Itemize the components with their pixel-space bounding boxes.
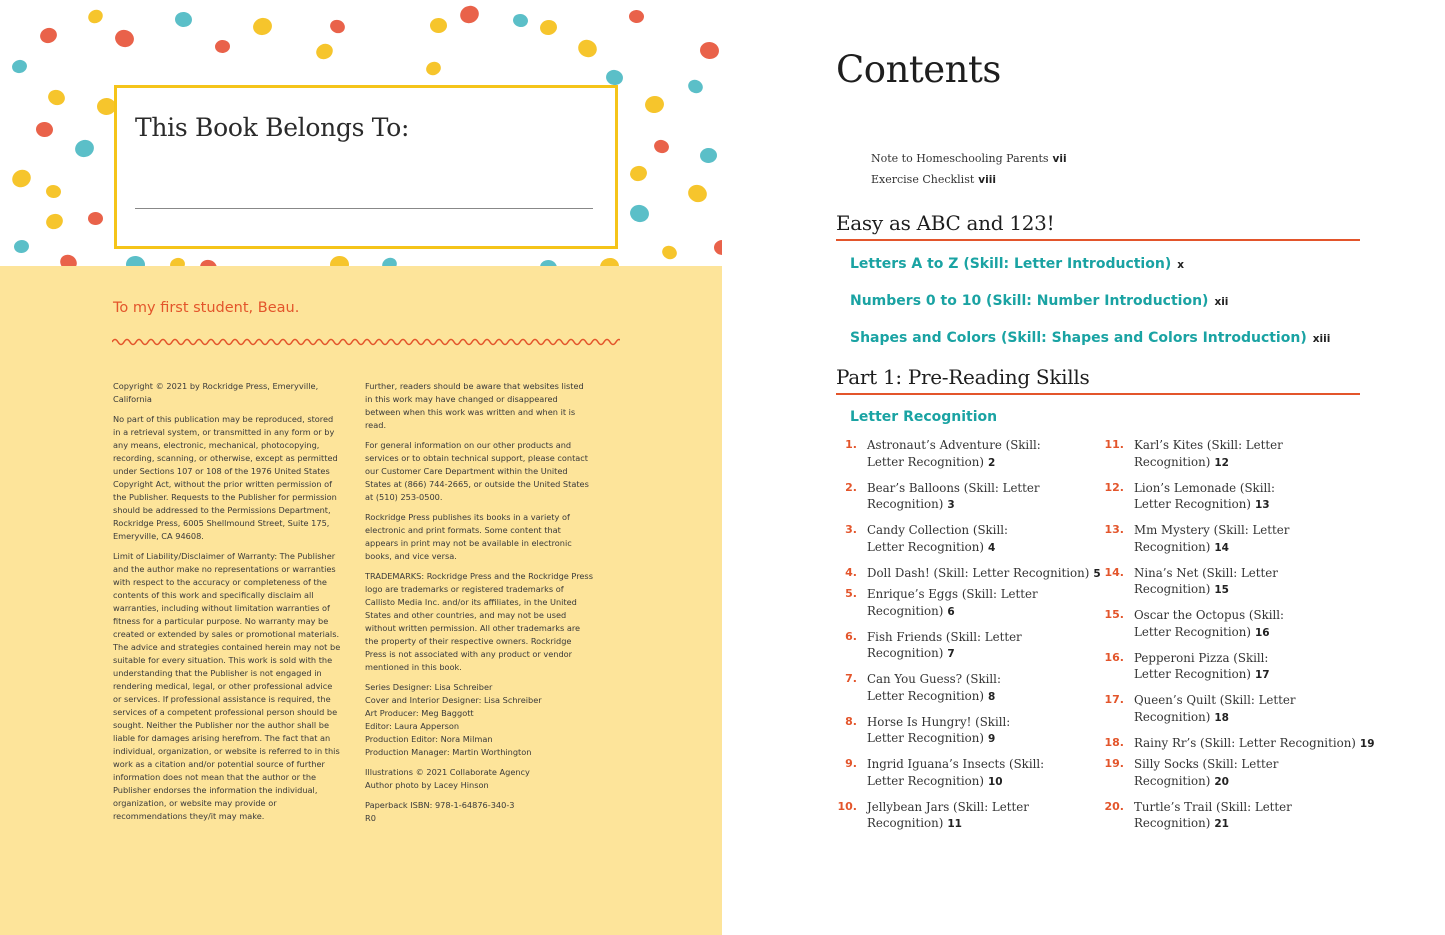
dot-shape [628,164,648,183]
lesson-title-line: Ingrid Iguana’s Insects (Skill: [867,757,1045,771]
copyright-paragraph: For general information on our other products and services or to obtain technical support, please contact our Customer Care Department within the United States at (866) 744-2665, or outside the United States at (510) 253-0500. [365,440,589,502]
lesson-title-line: Recognition) [1134,539,1211,554]
toc-lesson-entry[interactable] [827,586,1038,620]
dot-shape [457,3,481,26]
dot-shape [685,182,709,205]
toc-page-number: 12 [1214,456,1229,469]
lesson-title [1134,565,1278,599]
lesson-title-line: Recognition) [1134,582,1211,596]
toc-page-number: 21 [1214,818,1229,830]
lesson-number: 17. [1104,693,1124,706]
toc-entry-note-to-parents[interactable] [871,152,1067,165]
dot-shape [430,18,448,34]
toc-page-number: xiii [1312,333,1331,345]
toc-page-number: 14 [1214,541,1229,554]
toc-page-number: 11 [947,818,962,830]
toc-page-number: 10 [987,775,1003,788]
lesson-number: 7. [845,672,857,685]
dot-shape [86,7,105,26]
copyright-paragraph: Paperback ISBN: 978-1-64876-340-3 R0 [365,800,515,823]
lesson-title [1134,692,1295,726]
toc-lesson-entry[interactable] [827,671,1001,705]
lesson-title-line: Lion’s Lemonade (Skill: [1134,480,1276,495]
wavy-divider [112,336,620,348]
lesson-title [867,629,1022,663]
lesson-title [1134,735,1375,753]
toc-lesson-entry[interactable] [1094,735,1375,753]
dot-shape [45,184,62,199]
dot-shape [125,255,145,266]
toc-page-number: 4 [987,541,996,554]
toc-page-number: 13 [1254,499,1270,511]
toc-entry-label: Letters A to Z (Skill: Letter Introduction) [850,256,1172,272]
lesson-number: 6. [845,629,857,643]
copyright-paragraph: Copyright © 2021 by Rockridge Press, Emeryville, California [113,381,319,404]
toc-page-number: 8 [987,690,996,703]
lesson-title [867,671,1001,705]
contents-title: Contents [836,48,1001,91]
copyright-paragraph: Limit of Liability/Disclaimer of Warranty: The Publisher and the author make no representations or warranties with respect to the accuracy or completeness of the contents of this work and specifically disclaim all warranties, including without limitation warranties of fitness for a particular purpose. No warranty may be created or extended by sales or promotional materials. The advice and strategies contained herein may not be suitable for every situation. This work is sold with the understanding that the Publisher is not engaged in rendering medical, legal, or other professional advice or services. If professional assistance is required, the services of a competent professional person should be sought. Neither the Publisher nor the author shall be liable for damages arising herefrom. The fact that an individual, organization, or website is referred to in this work as a citation and/or potential source of further information does not mean that the author or the Publisher endorses the information the individual, organization, or website may provide or recommendations they/it may make. [113,551,341,821]
dot-shape [313,41,335,62]
dot-shape [380,255,399,266]
toc-page-number: 20 [1214,775,1229,788]
toc-entry-numbers-0-to-10[interactable] [850,293,1228,309]
belongs-to-box [114,85,618,249]
toc-page-number: 6 [947,605,955,618]
toc-entry-shapes-and-colors[interactable] [850,330,1330,346]
lesson-number: 2. [845,480,857,494]
lesson-title-line: Pepperoni Pizza (Skill: [1134,650,1269,665]
dot-shape [329,255,349,266]
lesson-number: 13. [1104,523,1124,536]
toc-lesson-entry[interactable] [1094,692,1295,726]
toc-entry-letters-a-to-z[interactable] [850,256,1184,272]
toc-page-number: xii [1214,296,1229,308]
lesson-title [867,756,1044,790]
dot-shape [9,167,34,191]
copyright-paragraph: Rockridge Press publishes its books in a variety of electronic and print formats. Some content that appears in print may not be available in electronic books, and vice versa. [365,512,572,561]
toc-lesson-entry[interactable] [1094,756,1278,790]
lesson-number: 19. [1104,757,1124,770]
toc-lesson-entry[interactable] [827,522,1008,556]
toc-page-number: 15 [1214,584,1229,596]
lesson-title [867,586,1038,620]
lesson-title-line: Recognition) [867,603,944,618]
lesson-title-line: Horse Is Hungry! (Skill: [867,714,1011,729]
copyright-paragraph: Series Designer: Lisa Schreiber Cover and Interior Designer: Lisa Schreiber Art Producer: Meg Baggott Editor: Laura Apperson Production Editor: Nora Milman Production Manager: Martin Worthington [365,682,542,757]
lesson-title-line: Recognition) [1134,709,1211,724]
dot-shape [251,16,274,38]
toc-page-number: 18 [1214,711,1229,724]
dot-shape [512,13,529,29]
dedication: To my first student, Beau. [113,300,300,316]
lesson-title-line: Recognition) [1134,454,1211,469]
lesson-title-line: Karl’s Kites (Skill: Letter [1134,438,1283,452]
lesson-title-line: Turtle’s Trail (Skill: Letter [1134,799,1292,814]
dot-shape [44,211,66,231]
lesson-number: 12. [1104,480,1124,494]
lesson-title-line: Oscar the Octopus (Skill: [1134,608,1285,622]
toc-page-number: 19 [1359,737,1375,750]
lesson-title-line: Letter Recognition) [1134,667,1251,681]
dot-shape [88,212,103,225]
toc-lesson-entry[interactable] [827,629,1022,663]
dot-shape [539,19,559,37]
lesson-title-line: Queen’s Quilt (Skill: Letter [1134,693,1296,707]
belongs-to-title: This Book Belongs To: [135,113,410,142]
lesson-title [867,437,1041,471]
lesson-title [1134,756,1278,790]
name-write-line [135,208,593,209]
lesson-title-line: Doll Dash! (Skill: Letter Recognition) [867,565,1090,580]
lesson-number: 5. [845,587,857,600]
dot-shape [328,18,347,36]
lesson-title-line: Letter Recognition) [867,539,984,554]
toc-lesson-entry[interactable] [1094,480,1275,514]
lesson-number: 1. [845,438,857,451]
lesson-title [867,799,1029,833]
dot-shape [113,28,136,50]
toc-entry-exercise-checklist[interactable] [871,173,996,186]
lesson-number: 8. [845,714,857,728]
lesson-title-line: Recognition) [867,646,944,660]
dot-shape [629,10,645,24]
toc-entry-label: Shapes and Colors (Skill: Shapes and Colors Introduction) [850,330,1307,346]
lesson-title-line: Letter Recognition) [1134,497,1251,511]
toc-page-number: 7 [947,648,955,660]
lesson-title-line: Bear’s Balloons (Skill: Letter [867,480,1040,495]
lesson-title-line: Letter Recognition) [1134,624,1251,639]
dot-shape [686,77,705,95]
lesson-title-line: Enrique’s Eggs (Skill: Letter [867,587,1038,601]
toc-page-number: 5 [1093,567,1101,580]
toc-lesson-entry[interactable] [1094,437,1283,471]
toc-page-number: 3 [947,499,955,511]
dot-shape [714,240,722,255]
dot-shape [660,244,679,262]
dot-shape [575,37,600,61]
lesson-title-line: Rainy Rr’s (Skill: Letter Recognition) [1134,735,1356,750]
dot-shape [699,41,720,60]
toc-lesson-entry[interactable] [827,799,1029,833]
lesson-title [867,714,1010,748]
dot-shape [605,68,625,86]
toc-lesson-entry[interactable] [827,480,1040,514]
lesson-title-line: Astronaut’s Adventure (Skill: [867,438,1041,452]
toc-lesson-entry[interactable] [1094,565,1278,599]
lesson-title-line: Recognition) [1134,773,1211,788]
dot-shape [644,94,666,114]
lesson-number: 18. [1104,735,1124,749]
copyright-paragraph: TRADEMARKS: Rockridge Press and the Rockridge Press logo are trademarks or registered trademarks of Callisto Media Inc. and/or its affiliates, in the United States and other countries, and may not be used without written permission. All other trademarks are the property of their respective owners. Rockridge Press is not associated with any product or vendor mentioned in this book. [365,571,593,672]
toc-lesson-entry[interactable] [1094,650,1270,684]
dot-shape [38,26,59,46]
toc-page-number: 9 [987,733,996,745]
lesson-title-line: Silly Socks (Skill: Letter [1134,757,1279,771]
lesson-number: 3. [845,523,857,536]
lesson-title [1134,437,1283,471]
toc-lesson-entry[interactable] [1094,799,1292,833]
dot-shape [214,39,230,53]
lesson-title-line: Jellybean Jars (Skill: Letter [867,799,1029,814]
toc-page-number: viii [978,174,996,186]
toc-page-number: 16 [1254,626,1270,639]
dot-shape [699,147,717,163]
dot-shape [35,121,53,137]
toc-entry-label: Note to Homeschooling Parents [871,152,1049,165]
lesson-number: 20. [1104,799,1124,813]
toc-lesson-entry[interactable] [1094,522,1289,556]
lesson-number: 9. [845,757,857,770]
dot-shape [652,138,670,155]
lesson-title [867,565,1101,583]
section-heading-part-1: Part 1: Pre-Reading Skills [836,365,1360,395]
lesson-title [867,522,1008,556]
lesson-title [1134,607,1284,641]
copyright-paragraph: Further, readers should be aware that websites listed in this work may have changed or disappeared between when this work was written and when it is read. [365,381,584,430]
toc-lesson-entry[interactable] [827,714,1010,748]
dot-shape [598,256,620,266]
lesson-title-line: Recognition) [867,497,944,511]
lesson-title-line: Letter Recognition) [867,688,984,703]
dot-shape [11,58,29,74]
dot-shape [168,256,186,266]
lesson-title-line: Mm Mystery (Skill: Letter [1134,523,1290,537]
lesson-title-line: Nina’s Net (Skill: Letter [1134,565,1278,580]
copyright-paragraph: Illustrations © 2021 Collaborate Agency Author photo by Lacey Hinson [365,767,530,790]
lesson-title-line: Recognition) [867,816,944,830]
section-heading-easy-abc: Easy as ABC and 123! [836,211,1360,241]
lesson-number: 14. [1104,565,1124,579]
lesson-title [1134,522,1289,556]
toc-entry-label: Numbers 0 to 10 (Skill: Number Introduction) [850,293,1209,309]
toc-lesson-entry[interactable] [1094,607,1284,641]
copyright-paragraph: No part of this publication may be reproduced, stored in a retrieval system, or transmitted in any form or by any means, electronic, mechanical, photocopying, recording, scanning, or otherwise, except as permitted under Sections 107 or 108 of the 1976 United States Copyright Act, without the prior written permission of the Publisher. Requests to the Publisher for permission should be addressed to the Permissions Department, Rockridge Press, 6005 Shellmound Street, Suite 175, Emeryville, CA 94608. [113,414,338,541]
dot-shape [174,11,193,28]
left-page [0,0,722,935]
toc-lesson-entry[interactable] [827,437,1041,471]
dot-shape [57,252,79,266]
lesson-title-line: Fish Friends (Skill: Letter [867,629,1022,644]
lesson-title-line: Can You Guess? (Skill: [867,672,1001,686]
toc-entry-label: Exercise Checklist [871,173,975,186]
lesson-number: 15. [1104,608,1124,621]
lesson-title-line: Candy Collection (Skill: [867,523,1008,537]
right-page [722,0,1445,935]
dot-shape [628,203,651,224]
dot-shape [198,258,219,266]
toc-page-number: 17 [1254,669,1270,681]
dot-shape [424,60,443,78]
lesson-number: 4. [845,565,857,579]
lesson-number: 11. [1104,438,1124,451]
toc-page-number: 2 [987,456,996,469]
dot-shape [73,137,96,159]
lesson-number: 10. [837,799,857,813]
lesson-title [1134,480,1275,514]
lesson-title-line: Letter Recognition) [867,731,984,745]
lesson-number: 16. [1104,650,1124,664]
toc-page-number: x [1177,259,1184,271]
lesson-title [1134,799,1292,833]
subsection-heading-letter-recognition: Letter Recognition [850,409,998,425]
copyright-column-1 [113,380,341,830]
lesson-title [1134,650,1270,684]
toc-lesson-entry[interactable] [827,565,1101,583]
lesson-title-line: Letter Recognition) [867,773,984,788]
lesson-title-line: Recognition) [1134,816,1211,830]
lesson-title-line: Letter Recognition) [867,454,984,469]
dot-shape [13,239,30,254]
toc-page-number: vii [1052,153,1067,165]
dot-shape [46,87,67,107]
lesson-title [867,480,1040,514]
dot-shape [539,259,558,266]
copyright-column-2 [365,380,593,832]
toc-lesson-entry[interactable] [827,756,1044,790]
